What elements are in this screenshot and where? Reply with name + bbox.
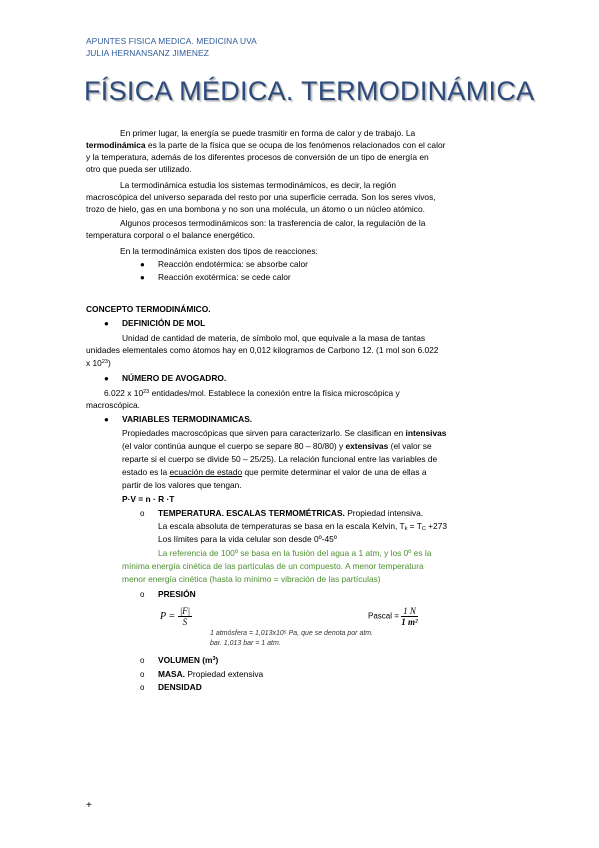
pascal-definition [368,606,418,627]
mol-line2: unidades elementales como átomos hay en 0,012 kilogramos de Carbono 12. (1 mol son 6.022 [86,345,439,355]
intro-p2-line1: La termodinámica estudia los sistemas termodinámicos, es decir, la región [120,180,397,190]
masa-title: MASA. [158,669,185,679]
intro-p3-line2: temperatura corporal o el balance energético. [86,230,255,240]
volumen-title-text: VOLUMEN (m [158,655,213,665]
circle-bullet-icon: o [140,656,145,665]
atm-note-line2: bar. 1,013 bar = 1 atm. [210,640,281,647]
intro-p1-line4: otro que pueda ser utilizado. [86,164,192,174]
formula-denominator: S [182,617,188,627]
mol-line3-b: ) [107,358,111,368]
variables-line4-b: que permite determinar el valor de una de ellas a [242,467,427,477]
variables-line3: reparte si el cuerpo se divide 50 – 25/25). La relación funcional entre las variables de [122,454,438,464]
avogadro-title: NÚMERO DE AVOGADRO. [122,373,227,383]
circle-bullet-icon: o [140,590,145,599]
mol-title: DEFINICIÓN DE MOL [122,318,206,328]
avogadro-line1 [104,388,400,399]
variables-line4 [122,467,427,478]
header-course: APUNTES FISICA MEDICA. MEDICINA UVA [86,36,257,46]
atm-note-line1: 1 atmósfera = 1,013x10⁵ Pa, que se denota por atm. [210,630,374,637]
mol-exponent: 23 [101,359,108,365]
avogadro-line1-a: 6.022 x 10 [104,388,144,398]
footer-mark: + [86,800,92,811]
temperatura-heading [158,508,423,519]
intro-p3-line1: Algunos procesos termodinámicos son: la trasferencia de calor, la regulación de la [120,218,426,228]
temperatura-line1-a: La escala absoluta de temperaturas se basa en la escala Kelvin, T [158,521,405,531]
page-title: FÍSICA MÉDICA. TERMODINÁMICA [84,76,535,106]
temperatura-line1 [158,521,447,532]
intro-p1-line3: y la temperatura, además de los diferentes procesos de conversión de un tipo de energía en [86,152,429,162]
avogadro-line1-b: entidades/mol. Establece la conexión entre la física microscópica y [149,388,400,398]
state-equation: P·V = n · R ·T [122,494,175,504]
circle-bullet-icon: o [140,683,145,692]
avogadro-exponent: 23 [143,389,150,395]
densidad-title: DENSIDAD [158,682,202,692]
bullet-icon: ● [104,374,109,383]
bullet-icon: ● [140,260,145,269]
formula-fraction [178,606,192,627]
presion-title: PRESIÓN [158,589,196,599]
celsius-subscript: C [421,526,426,532]
pascal-fraction [401,606,418,627]
bullet-icon: ● [140,273,145,282]
temperatura-line1-c: +273 [425,521,448,531]
variables-line1 [122,428,446,439]
intro-p1-line2-rest: es la parte de la física que se ocupa de los fenómenos relacionados con el calor [145,140,446,150]
avogadro-line2: macroscópica. [86,400,140,410]
variables-line1-a: Propiedades macroscópicas que sirven para caracterizarlo. Se clasifican en [122,428,406,438]
formula-numerator: |F| [179,606,191,616]
variables-line2 [122,441,432,452]
pressure-formula [160,606,192,627]
temperatura-title-rest: Propiedad intensiva. [344,508,424,518]
bullet-icon: ● [104,415,109,424]
mol-line3-a: x 10 [86,358,102,368]
mol-line3 [86,358,111,369]
pascal-denominator: 1 m² [401,617,418,627]
pascal-label: Pascal = [368,611,399,621]
reaction-item: Reacción endotérmica: se absorbe calor [158,259,308,269]
temperatura-title: TEMPERATURA. ESCALAS TERMOMÉTRICAS. [158,508,345,518]
temperatura-note-line3: menor energía cinética (hasta lo mínimo = vibración de las partículas) [122,574,381,584]
circle-bullet-icon: o [140,670,145,679]
variables-line5: partir de los valores que tengan. [122,480,242,490]
section-heading: CONCEPTO TERMODINÁMICO. [86,304,211,314]
bullet-icon: ● [104,319,109,328]
masa-rest: Propiedad extensiva [185,669,264,679]
variables-title: VARIABLES TERMODINAMICAS. [122,414,253,424]
intro-p1-line1: En primer lugar, la energía se puede trasmitir en forma de calor y de trabajo. La [120,128,416,138]
mol-line1: Unidad de cantidad de materia, de símbolo mol, que equivale a la masa de tantas [122,333,426,343]
intro-p1-line2 [86,140,445,151]
temperatura-note-line2: mínima energía cinética de las partículas de un compuesto. A menor temperatura [122,561,424,571]
volumen-title [158,655,218,666]
kelvin-subscript: k [404,526,408,532]
circle-bullet-icon: o [140,509,145,518]
temperatura-note-line1: La referencia de 100º se basa en la fusión del agua a 1 atm, y los 0º es la [158,548,432,558]
variables-line2-b: (el valor se [388,441,432,451]
intro-p2-line2: macroscópica del universo separada del resto por una superficie cerrada. Son los seres vivos, [86,192,436,202]
pascal-numerator: 1 N [403,606,416,616]
term-extensivas: extensivas [345,441,389,451]
masa-item [158,669,263,680]
volumen-title-end: ) [215,655,219,665]
intro-p4-line1: En la termodinámica existen dos tipos de reacciones: [120,246,318,256]
header-author: JULIA HERNANSANZ JIMENEZ [86,48,209,58]
formula-lhs: P = [160,610,176,622]
variables-line2-a: (el valor continúa aunque el cuerpo se separe 80 – 80/80) y [122,441,346,451]
temperatura-line2: Los límites para la vida celular son desde 0º-45º [158,534,337,544]
term-ecuacion-estado: ecuación de estado [169,467,243,477]
volumen-exponent: 3 [212,656,216,662]
term-intensivas: intensivas [405,428,447,438]
intro-p2-line3: trozo de hielo, gas en una bombona y no son una molécula, un átomo o un núcleo atómico. [86,204,425,214]
reaction-item: Reacción exotérmica: se cede calor [158,272,291,282]
variables-line4-a: estado es la [122,467,170,477]
term-termodinamica: termodinámica [86,140,146,150]
temperatura-line1-b: = T [407,521,422,531]
